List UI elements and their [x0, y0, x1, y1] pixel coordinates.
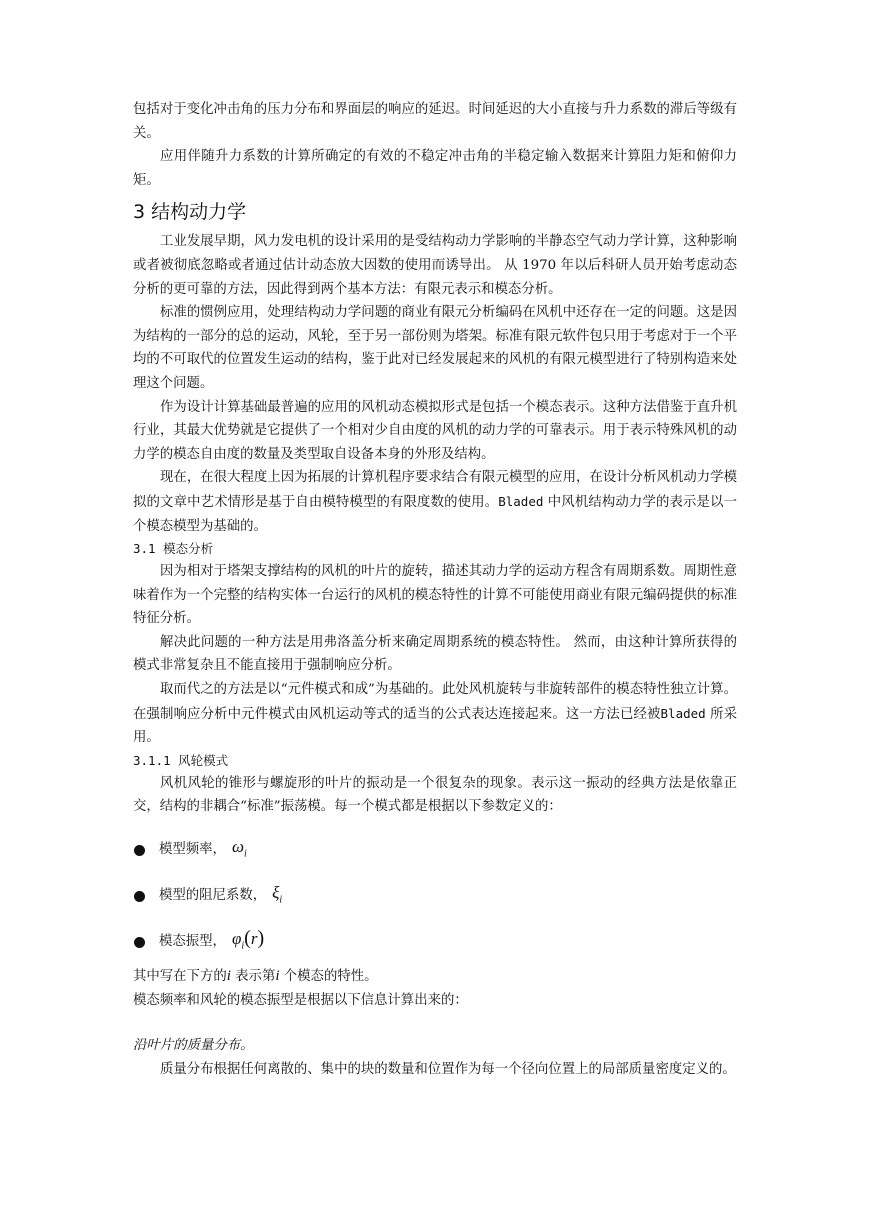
paragraph-9	[133, 678, 737, 750]
bullet-icon	[134, 845, 145, 856]
paragraph-5: 作为设计计算基础最普遍的应用的风机动态模拟形式是包括一个模态表示。这种方法借鉴于直升机行业，其最大优势就是它提供了一个相对少自由度的风机的动力学的可靠表示。用于表示特殊风机的动力学的模态自由度的数量及类型取自设备本身的外形及结构。	[133, 399, 737, 462]
bullet-icon	[134, 891, 145, 902]
section-3-1-title: 模态分析	[163, 541, 214, 557]
paragraph-10: 风机风轮的锥形与螺旋形的叶片的振动是一个很复杂的现象。表示这一振动的经典方法是依靠正交，结构的非耦合“标准”振荡模。每一个模式都是根据以下参数定义的：	[133, 775, 737, 815]
paragraph-4: 标准的惯例应用，处理结构动力学问题的商业有限元分析编码在风机中还存在一定的问题。这是因为结构的一部分的总的运动，风轮，至于另一部份则为塔架。标准有限元软件包只用于考虑对于一个平均的不可取代的位置发生运动的结构，鉴于此对已经发展起来的风机的有限元模型进行了特别构造来处理这个问题。	[133, 305, 737, 391]
bladed-term: Bladed	[498, 493, 544, 509]
list-item-label: 模态振型，	[159, 934, 226, 950]
section-3-number: 3	[133, 201, 146, 224]
section-3-1-heading	[133, 538, 737, 560]
section-3-1-1-title: 风轮模式	[178, 752, 229, 768]
paragraph-6	[133, 466, 737, 538]
paragraph-6-text-b: 中风机结构动力学的表示是以一个模态模型为基础的。	[133, 494, 737, 534]
paragraph-14: 质量分布根据任何离散的、集中的块的数量和位置作为每一个径向位置上的局部质量密度定义的。	[160, 1061, 736, 1077]
variable-i: i	[275, 968, 280, 985]
variable-i: i	[226, 968, 231, 985]
paragraph-9-text-b: 所采用。	[133, 706, 737, 746]
section-3-title: 结构动力学	[151, 201, 247, 224]
list-item-damping	[133, 873, 737, 919]
list-item-mode-shape	[133, 919, 737, 965]
paragraph-2: 应用伴随升力系数的计算所确定的有效的不稳定冲击角的半稳定输入数据来计算阻力矩和俯仰力矩。	[133, 149, 737, 188]
paragraph-11-text-c: 个模态的特性。	[279, 969, 378, 985]
paragraph-12: 模态频率和风轮的模态振型是根据以下信息计算出来的：	[133, 992, 468, 1008]
bladed-term: Bladed	[660, 705, 706, 721]
list-item-label: 模型频率，	[159, 842, 226, 858]
paragraph-7: 因为相对于塔架支撑结构的风机的叶片的旋转，描述其动力学的运动方程含有周期系数。周期性意味着作为一个完整的结构实体一台运行的风机的模态特性的计算不可能使用商业有限元编码提供的标准特征分析。	[133, 564, 737, 627]
section-3-1-1-number: 3.1.1	[133, 752, 171, 768]
section-3-1-1-heading	[133, 750, 737, 772]
paragraph-1: 包括对于变化冲击角的压力分布和界面层的响应的延迟。时间延迟的大小直接与升力系数的滞后等级有关。	[133, 102, 737, 141]
section-3-1-number: 3.1	[133, 541, 156, 557]
paragraph-3: 工业发展早期，风力发电机的设计采用的是受结构动力学影响的半静态空气动力学计算，这种影响或者被彻底忽略或者通过估计动态放大因数的使用而诱导出。 从 1970 年以后科研人员开始考虑动态分析的更可靠的方法，因此得到两个基本方法：有限元表示和模态分析。	[133, 234, 737, 297]
document-page	[133, 98, 737, 1081]
paragraph-11	[133, 965, 737, 989]
bullet-icon	[134, 937, 145, 948]
list-item-label: 模型的阻尼系数，	[159, 888, 267, 904]
spacer	[133, 1012, 737, 1034]
list-item-frequency	[133, 827, 737, 873]
paragraph-11-text-a: 其中写在下方的	[133, 969, 227, 985]
paragraph-6-text-a: 现在，在很大程度上因为拓展的计算机程序要求结合有限元模型的应用，在设计分析风机动力学模拟的文章中艺术情形是基于自由模特模型的有限度数的使用。	[133, 470, 737, 510]
phi-symbol: $\varphi_i(r)$	[231, 926, 265, 951]
xi-symbol: $\xi_i$	[272, 882, 283, 905]
paragraph-13-italic: 沿叶片的质量分布。	[133, 1038, 254, 1054]
parameter-list	[133, 827, 737, 965]
omega-symbol: $\omega_i$	[231, 836, 247, 859]
paragraph-8: 解决此问题的一种方法是用弗洛盖分析来确定周期系统的模态特性。 然而，由这种计算所获得的模式非常复杂且不能直接用于强制响应分析。	[133, 634, 737, 674]
paragraph-9-text-a: 取而代之的方法是以“元件模式和成”为基础的。此处风机旋转与非旋转部件的模态特性独立计算。在强制响应分析中元件模式由风机运动等式的适当的公式表达连接起来。这一方法已经被	[133, 682, 737, 722]
section-3-heading	[133, 194, 737, 230]
paragraph-11-text-b: 表示第	[230, 969, 276, 985]
